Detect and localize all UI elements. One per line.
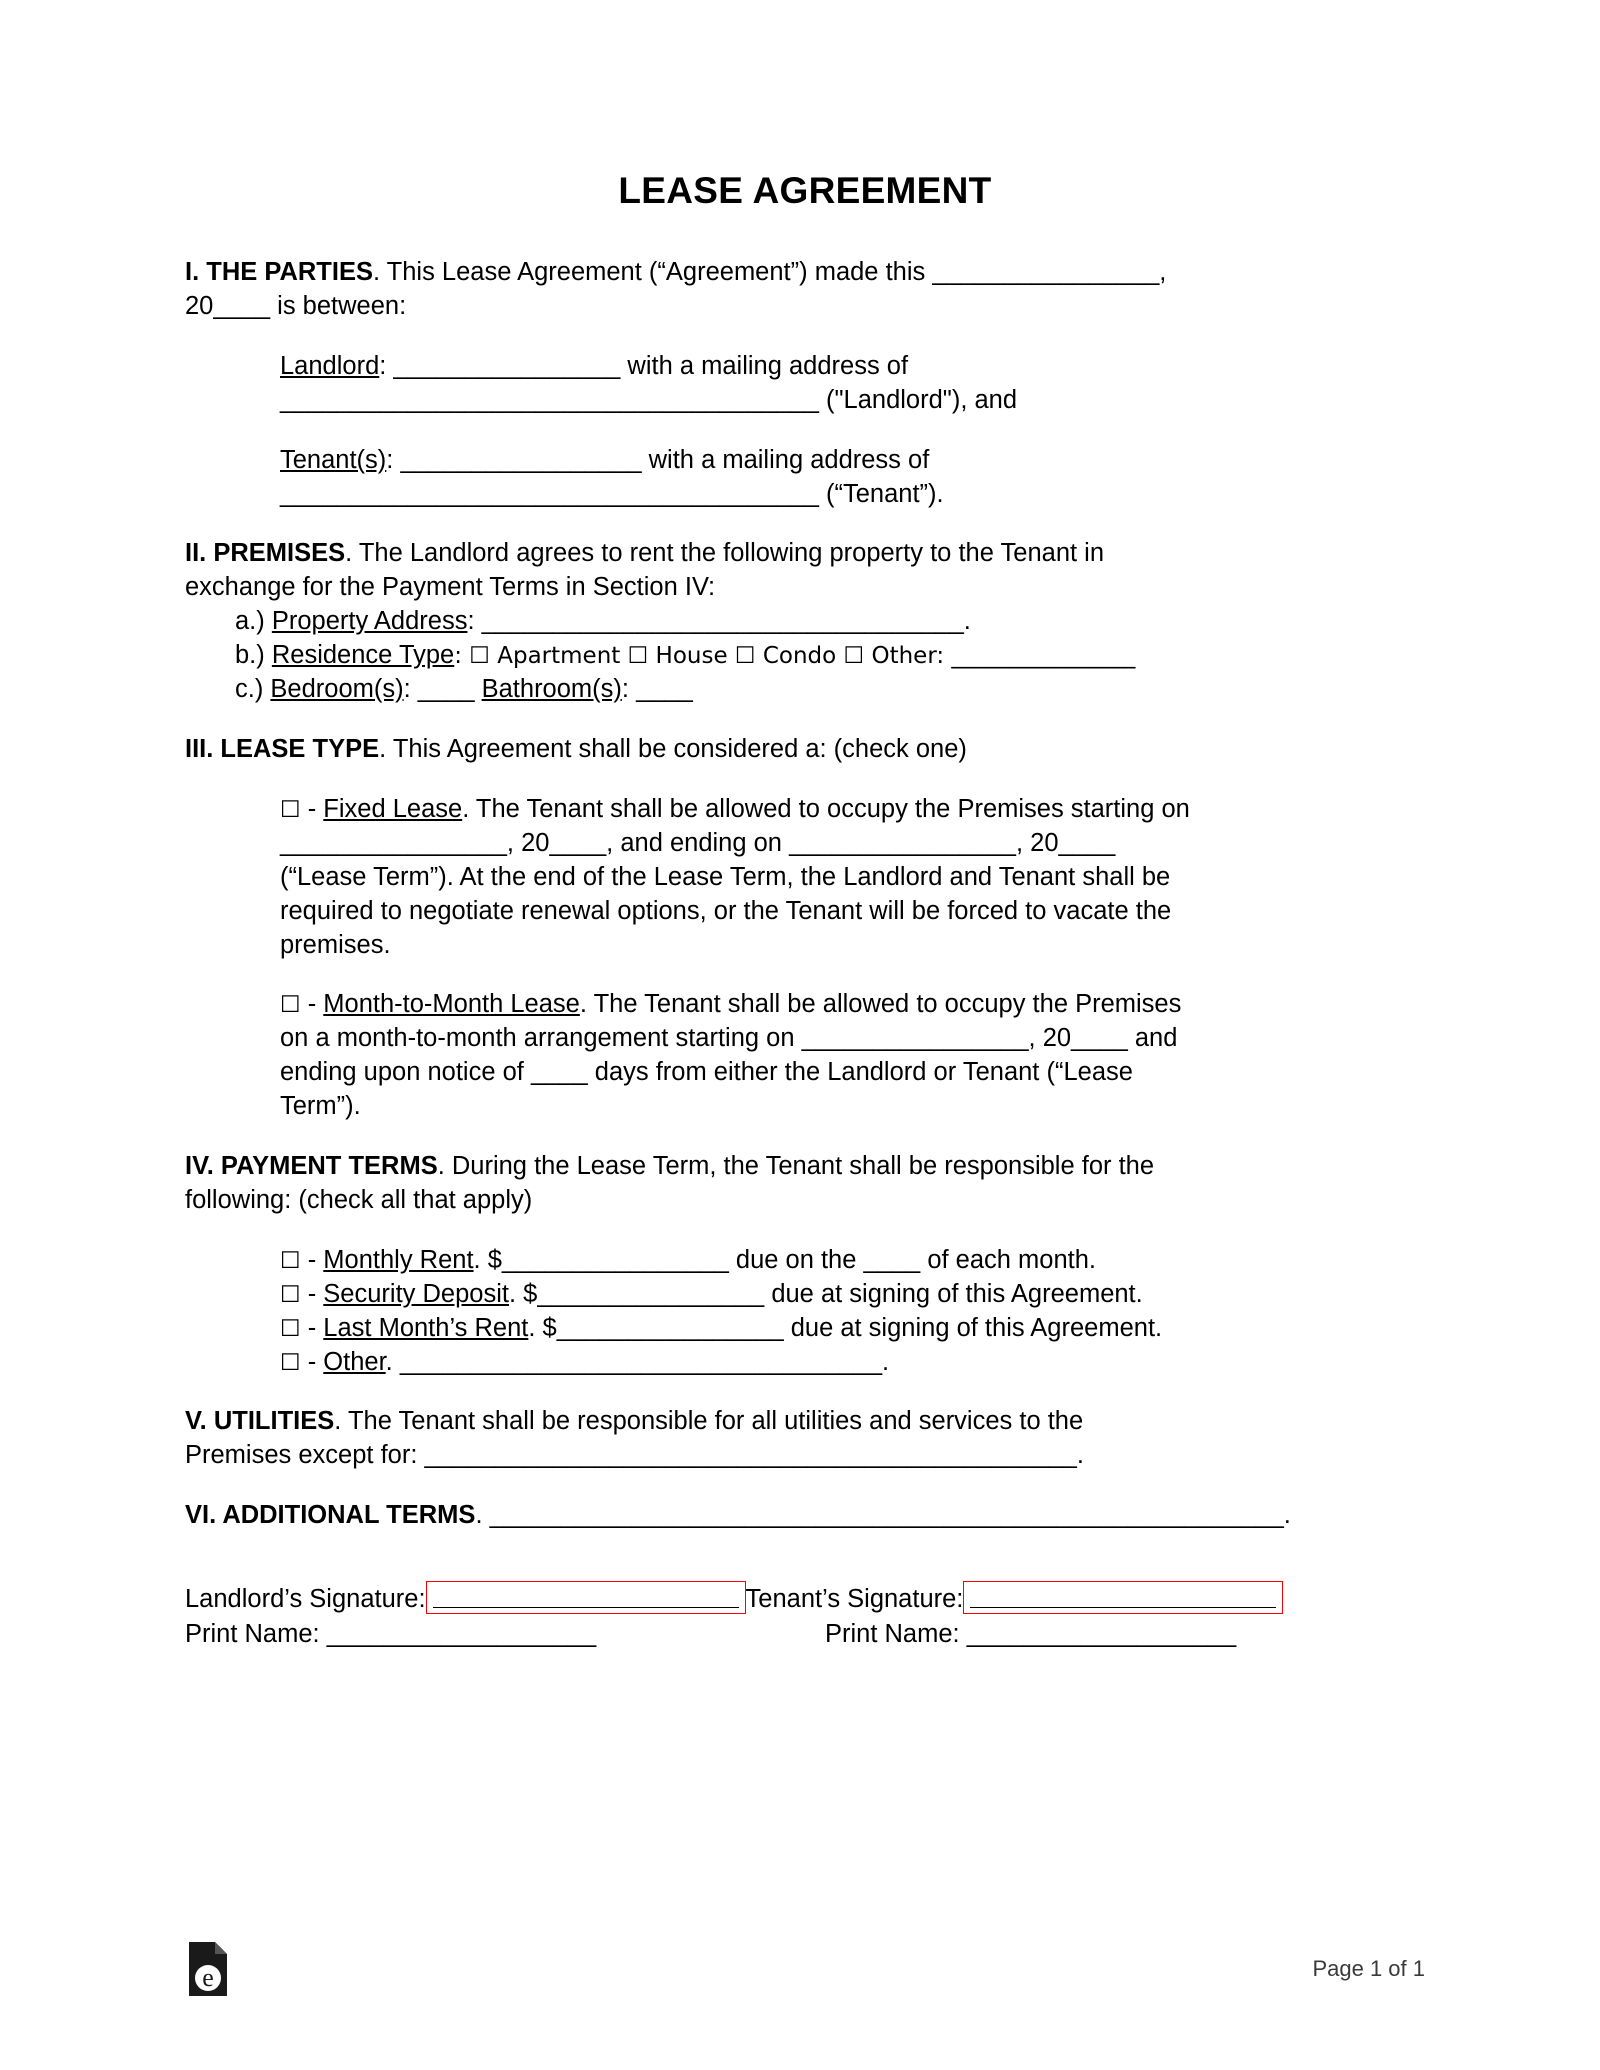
fixed-lease-line1 <box>280 793 1425 827</box>
premises-intro-line2: exchange for the Payment Terms in Section IV: <box>185 573 716 602</box>
landlord-label: Landlord <box>280 351 380 380</box>
monthly-rent-checkbox[interactable]: ☐ <box>280 1247 301 1274</box>
premises-item-a-prefix: a.) <box>235 607 272 636</box>
security-deposit-checkbox[interactable]: ☐ <box>280 1281 301 1308</box>
list-item <box>280 1346 1425 1380</box>
premises-intro-line <box>185 537 1425 571</box>
fixed-lease-line2: ________________, 20____, and ending on ________________, 20____ <box>280 828 1116 857</box>
signature-row <box>185 1581 1425 1614</box>
fixed-lease-checkbox[interactable]: ☐ <box>280 796 301 823</box>
utilities-intro-line <box>185 1405 1425 1439</box>
last-months-rent-dash: - <box>300 1313 324 1342</box>
landlord-print-name: Print Name: ___________________ <box>185 1620 597 1649</box>
monthly-rent-dash: - <box>300 1245 324 1274</box>
eforms-logo-icon <box>185 1940 231 1998</box>
parties-heading: I. THE PARTIES <box>185 258 373 286</box>
bedrooms-blank: : ____ <box>403 675 482 704</box>
premises-item-b-prefix: b.) <box>235 641 272 670</box>
tenant-line2: ______________________________________ (“Tenant”). <box>280 479 944 508</box>
parties-intro-line2: 20____ is between: <box>185 291 407 320</box>
property-address-label: Property Address <box>271 607 468 636</box>
premises-item-c-prefix: c.) <box>235 675 271 704</box>
landlord-signature-field[interactable] <box>426 1581 746 1614</box>
tenant-block <box>280 444 1425 512</box>
mtm-line4: Term”). <box>280 1092 361 1121</box>
utilities-heading: V. UTILITIES <box>185 1407 335 1436</box>
payment-terms-intro: . During the Lease Term, the Tenant shall be responsible for the <box>437 1152 1155 1181</box>
tenant-label: Tenant(s) <box>280 445 387 474</box>
premises-heading: II. PREMISES <box>185 539 346 568</box>
list-item <box>280 1278 1425 1312</box>
fixed-lease-line5: premises. <box>280 930 391 959</box>
landlord-line-rest: : ________________ with a mailing address of <box>379 351 909 380</box>
fixed-lease-line4: required to negotiate renewal options, or the Tenant will be forced to vacate the <box>280 896 1172 925</box>
payment-terms-intro-line2: following: (check all that apply) <box>185 1185 533 1214</box>
other-payment-checkbox[interactable]: ☐ <box>280 1349 301 1376</box>
section-parties <box>185 256 1425 324</box>
last-months-rent-checkbox[interactable]: ☐ <box>280 1315 301 1342</box>
utilities-intro-line2: Premises except for: ______________________________________________. <box>185 1441 1084 1470</box>
list-item <box>280 1244 1425 1278</box>
additional-terms-blank: . ________________________________________________________. <box>475 1501 1291 1530</box>
mtm-text1: . The Tenant shall be allowed to occupy the Premises <box>579 990 1182 1019</box>
landlord-line1 <box>280 350 1425 384</box>
payment-terms-list <box>280 1244 1425 1380</box>
security-deposit-label: Security Deposit <box>323 1279 509 1308</box>
page-footer <box>185 1940 1425 1998</box>
mtm-dash: - <box>300 990 324 1019</box>
other-payment-rest: . __________________________________. <box>385 1347 890 1376</box>
fixed-lease-block <box>280 793 1425 963</box>
tenant-line1 <box>280 444 1425 478</box>
bathrooms-blank: : ____ <box>621 675 693 704</box>
monthly-rent-rest: . $________________ due on the ____ of each month. <box>473 1245 1097 1274</box>
premises-item-c <box>235 673 1425 707</box>
svg-text:e: e <box>202 1963 214 1992</box>
additional-terms-heading: VI. ADDITIONAL TERMS <box>185 1501 476 1530</box>
last-months-rent-label: Last Month’s Rent <box>323 1313 529 1342</box>
landlord-line2: ______________________________________ ("Landlord"), and <box>280 385 1018 414</box>
tenant-signature-field[interactable] <box>963 1581 1283 1614</box>
section-utilities <box>185 1405 1425 1473</box>
residence-type-options[interactable]: : ☐ Apartment ☐ House ☐ Condo ☐ Other: ________________ <box>454 643 1136 670</box>
mtm-line1 <box>280 988 1425 1022</box>
payment-terms-intro-line <box>185 1150 1425 1184</box>
fixed-lease-line3: (“Lease Term”). At the end of the Lease Term, the Landlord and Tenant shall be <box>280 862 1171 891</box>
mtm-line3: ending upon notice of ____ days from either the Landlord or Tenant (“Lease <box>280 1058 1133 1087</box>
tenant-line-rest: : _________________ with a mailing address of <box>386 445 930 474</box>
page-title: LEASE AGREEMENT <box>618 170 992 211</box>
landlord-signature-label: Landlord’s Signature: <box>185 1585 426 1614</box>
month-to-month-block <box>280 988 1425 1124</box>
month-to-month-label: Month-to-Month Lease <box>323 990 580 1019</box>
bedrooms-label: Bedroom(s) <box>270 675 404 704</box>
list-item <box>280 1312 1425 1346</box>
property-address-blank: : __________________________________. <box>467 607 971 636</box>
premises-item-a <box>235 605 1425 639</box>
premises-intro-text: . The Landlord agrees to rent the following property to the Tenant in <box>345 539 1105 568</box>
security-deposit-rest: . $________________ due at signing of this Agreement. <box>508 1279 1143 1308</box>
residence-type-label: Residence Type <box>271 641 455 670</box>
section-payment-terms <box>185 1150 1425 1218</box>
last-months-rent-rest: . $________________ due at signing of this Agreement. <box>528 1313 1163 1342</box>
fixed-lease-dash: - <box>300 794 324 823</box>
section-premises <box>185 537 1425 605</box>
month-to-month-checkbox[interactable]: ☐ <box>280 992 301 1019</box>
landlord-block <box>280 350 1425 418</box>
security-deposit-dash: - <box>300 1279 324 1308</box>
bathrooms-label: Bathroom(s) <box>481 675 622 704</box>
page-number: Page 1 of 1 <box>1312 1956 1425 1981</box>
mtm-line2: on a month-to-month arrangement starting on ________________, 20____ and <box>280 1024 1178 1053</box>
payment-terms-heading: IV. PAYMENT TERMS <box>185 1152 438 1181</box>
tenant-print-name: Print Name: ___________________ <box>825 1620 1237 1649</box>
other-payment-dash: - <box>300 1347 324 1376</box>
tenant-signature-label: Tenant’s Signature: <box>745 1585 964 1614</box>
section-additional-terms <box>185 1499 1425 1533</box>
section-lease-type <box>185 733 1425 767</box>
fixed-lease-text1: . The Tenant shall be allowed to occupy the Premises starting on <box>462 794 1190 823</box>
parties-intro-text: . This Lease Agreement (“Agreement”) made this ________________, <box>372 258 1167 286</box>
monthly-rent-label: Monthly Rent <box>323 1245 474 1274</box>
fixed-lease-label: Fixed Lease <box>323 794 463 823</box>
print-name-row <box>185 1620 1425 1649</box>
lease-type-intro: . This Agreement shall be considered a: (check one) <box>379 734 967 763</box>
lease-type-heading: III. LEASE TYPE <box>185 734 380 763</box>
utilities-intro: . The Tenant shall be responsible for all utilities and services to the <box>334 1407 1084 1436</box>
parties-intro-line <box>185 256 1425 290</box>
other-payment-label: Other <box>323 1347 386 1376</box>
premises-item-b <box>235 639 1425 673</box>
